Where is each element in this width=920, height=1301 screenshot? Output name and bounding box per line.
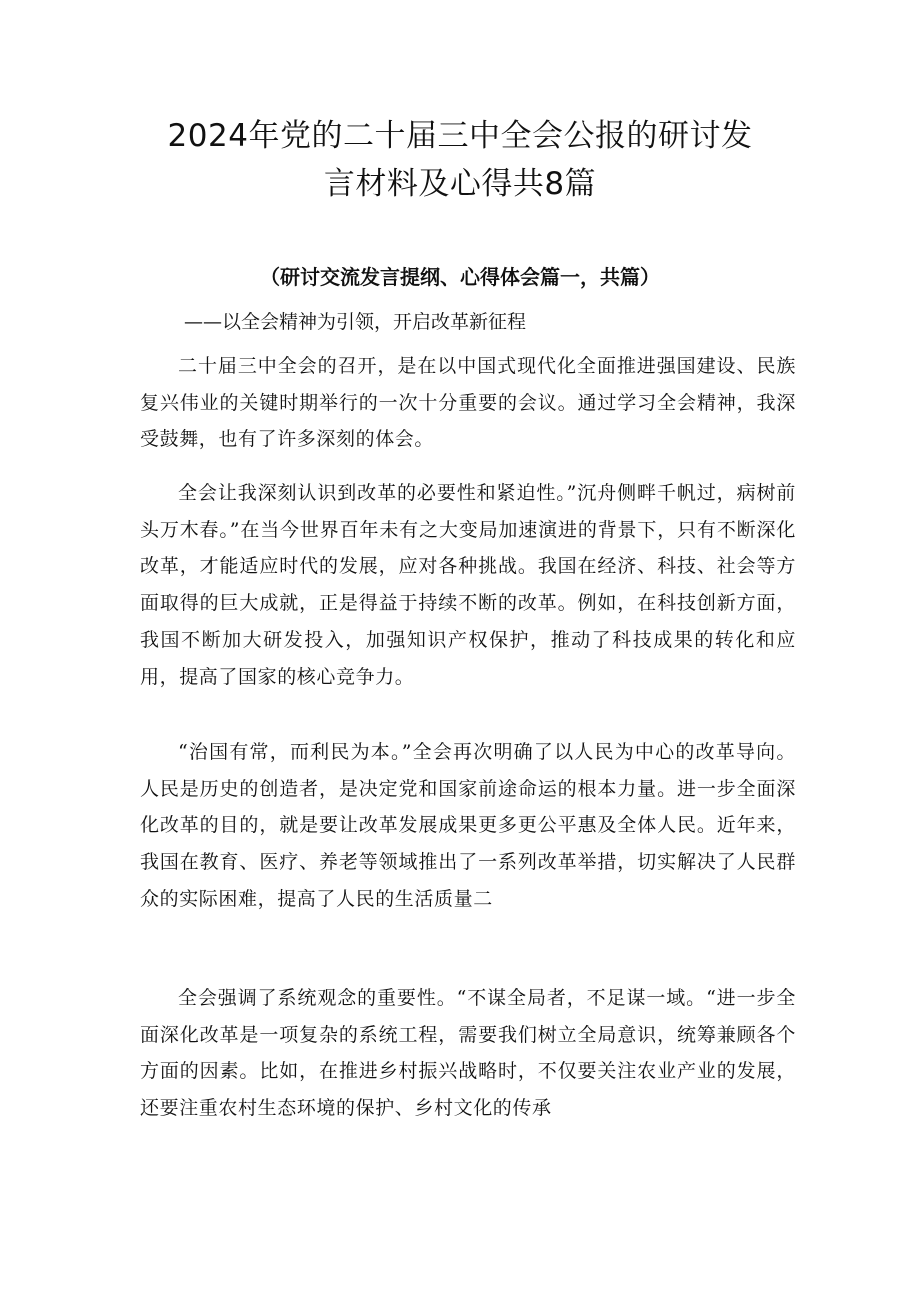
body-paragraph-1: 二十届三中全会的召开，是在以中国式现代化全面推进强国建设、民族复兴伟业的关键时期举行的一次十分重要的会议。通过学习全会精神，我深受鼓舞，也有了许多深刻的体会。 [140,355,796,451]
body-paragraph-2: 全会让我深刻认识到改革的必要性和紧迫性。”沉舟侧畔千帆过，病树前头万木春。”在当今世界百年未有之大变局加速演进的背景下，只有不断深化改革，才能适应时代的发展，应对各种挑战。我国在经济、科技、社会等方面取得的巨大成就，正是得益于持续不断的改革。例如，在科技创新方面，我国不断加大研发投入，加强知识产权保护，推动了科技成果的转化和应用，提高了国家的核心竞争力。 [140,482,796,688]
title-line-1: 2024年党的二十届三中全会公报的研讨发 [167,118,753,154]
section-tagline: ——以全会精神为引领，开启改革新征程 [184,311,527,333]
body-paragraph-4: 全会强调了系统观念的重要性。“不谋全局者，不足谋一域。“进一步全面深化改革是一项复杂的系统工程，需要我们树立全局意识，统筹兼顾各个方面的因素。比如，在推进乡村振兴战略时，不仅要关注农业产业的发展，还要注重农村生态环境的保护、乡村文化的传承 [140,987,796,1120]
title-line-2: 言材料及心得共8篇 [323,166,597,202]
document-title [120,112,800,208]
body-paragraph-3: “治国有常，而利民为本。”全会再次明确了以人民为中心的改革导向。人民是历史的创造者，是决定党和国家前途命运的根本力量。进一步全面深化改革的目的，就是要让改革发展成果更多更公平惠及全体人民。近年来，我国在教育、医疗、养老等领域推出了一系列改革举措，切实解决了人民群众的实际困难，提高了人民的生活质量二 [140,741,796,910]
section-subheading: （研讨交流发言提纲、心得体会篇一，共篇） [260,265,660,289]
